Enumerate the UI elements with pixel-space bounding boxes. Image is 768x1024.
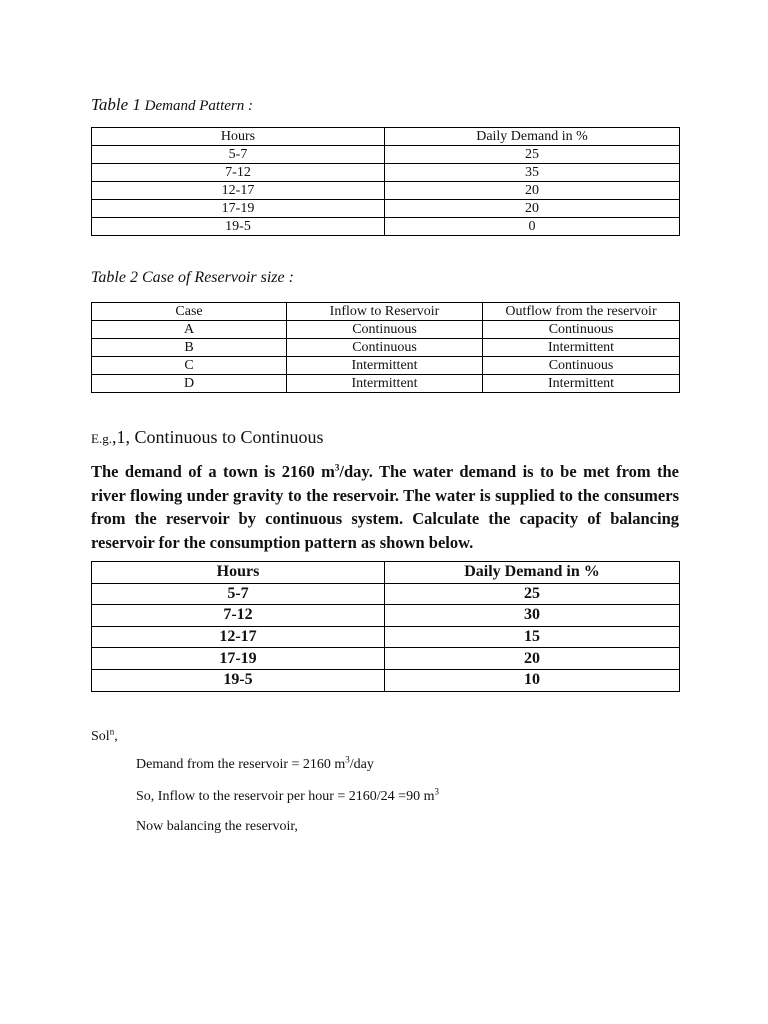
table1-caption xyxy=(91,95,253,115)
hours-cell: 12-17 xyxy=(92,182,385,200)
solution-line-1-unit: /day xyxy=(349,757,374,772)
demand-cell: 25 xyxy=(385,146,680,164)
inflow-cell: Intermittent xyxy=(287,375,483,393)
demand-pattern-table xyxy=(91,127,680,236)
example-heading xyxy=(91,427,323,448)
hours-cell: 12-17 xyxy=(92,626,385,648)
table-row xyxy=(92,218,680,236)
table-header-row xyxy=(92,562,680,584)
table-header-row xyxy=(92,128,680,146)
hours-cell: 17-19 xyxy=(92,648,385,670)
solution-label xyxy=(91,726,118,745)
solution-label-suffix: , xyxy=(114,729,118,744)
case-cell: B xyxy=(92,339,287,357)
demand-cell: 0 xyxy=(385,218,680,236)
case-cell: A xyxy=(92,321,287,339)
table-row xyxy=(92,146,680,164)
column-header: Inflow to Reservoir xyxy=(287,303,483,321)
table-row xyxy=(92,583,680,605)
superscript: n xyxy=(109,726,115,737)
example-heading-prefix: E.g. xyxy=(91,431,112,446)
column-header: Case xyxy=(92,303,287,321)
inflow-cell: Continuous xyxy=(287,339,483,357)
column-header: Daily Demand in % xyxy=(385,562,680,584)
hours-cell: 19-5 xyxy=(92,669,385,691)
outflow-cell: Continuous xyxy=(483,321,680,339)
column-header: Hours xyxy=(92,128,385,146)
demand-cell: 30 xyxy=(385,605,680,627)
hours-cell: 7-12 xyxy=(92,164,385,182)
demand-cell: 10 xyxy=(385,669,680,691)
problem-text-start: The demand of a town is 2160 m xyxy=(91,462,335,481)
outflow-cell: Intermittent xyxy=(483,339,680,357)
table-row xyxy=(92,648,680,670)
demand-cell: 20 xyxy=(385,648,680,670)
example-heading-title: ,1, Continuous to Continuous xyxy=(111,427,324,447)
table1-caption-number: Table 1 xyxy=(91,95,141,114)
superscript: 3 xyxy=(345,754,350,765)
table-row xyxy=(92,626,680,648)
case-cell: D xyxy=(92,375,287,393)
solution-line-1-text: Demand from the reservoir = 2160 m xyxy=(136,757,346,772)
hours-cell: 5-7 xyxy=(92,583,385,605)
solution-line-2-text: So, Inflow to the reservoir per hour = 2160/24 =90 m xyxy=(136,789,435,804)
demand-cell: 15 xyxy=(385,626,680,648)
table-row xyxy=(92,200,680,218)
solution-line-3: Now balancing the reservoir, xyxy=(136,819,298,834)
demand-cell: 25 xyxy=(385,583,680,605)
table-header-row xyxy=(92,303,680,321)
table-row xyxy=(92,375,680,393)
problem-text-rest: /day. The water demand is to be met from the river flowing under gravity to the reservoir. The water is supplied to the consumers from the reservoir by continuous system. Calculate the capacity of balancing reservoir for the consumption pattern as shown below. xyxy=(91,462,679,552)
hours-cell: 7-12 xyxy=(92,605,385,627)
demand-cell: 20 xyxy=(385,182,680,200)
solution-line-2 xyxy=(136,786,439,805)
table-row xyxy=(92,605,680,627)
demand-cell: 20 xyxy=(385,200,680,218)
column-header: Hours xyxy=(92,562,385,584)
table2-caption: Table 2 Case of Reservoir size : xyxy=(91,269,294,286)
table-row xyxy=(92,669,680,691)
outflow-cell: Continuous xyxy=(483,357,680,375)
inflow-cell: Continuous xyxy=(287,321,483,339)
column-header: Outflow from the reservoir xyxy=(483,303,680,321)
demand-cell: 35 xyxy=(385,164,680,182)
superscript: 3 xyxy=(334,462,340,473)
solution-label-text: Sol xyxy=(91,729,110,744)
hours-cell: 17-19 xyxy=(92,200,385,218)
outflow-cell: Intermittent xyxy=(483,375,680,393)
table-row xyxy=(92,321,680,339)
solution-line-1 xyxy=(136,754,374,773)
table-row xyxy=(92,339,680,357)
hours-cell: 5-7 xyxy=(92,146,385,164)
hours-cell: 19-5 xyxy=(92,218,385,236)
table-row xyxy=(92,357,680,375)
inflow-cell: Intermittent xyxy=(287,357,483,375)
table-row xyxy=(92,182,680,200)
case-cell: C xyxy=(92,357,287,375)
table-row xyxy=(92,164,680,182)
consumption-pattern-table xyxy=(91,561,680,692)
column-header: Daily Demand in % xyxy=(385,128,680,146)
table1-caption-title: Demand Pattern : xyxy=(140,98,253,114)
reservoir-case-table xyxy=(91,302,680,393)
superscript: 3 xyxy=(434,786,439,797)
problem-statement xyxy=(91,460,679,554)
